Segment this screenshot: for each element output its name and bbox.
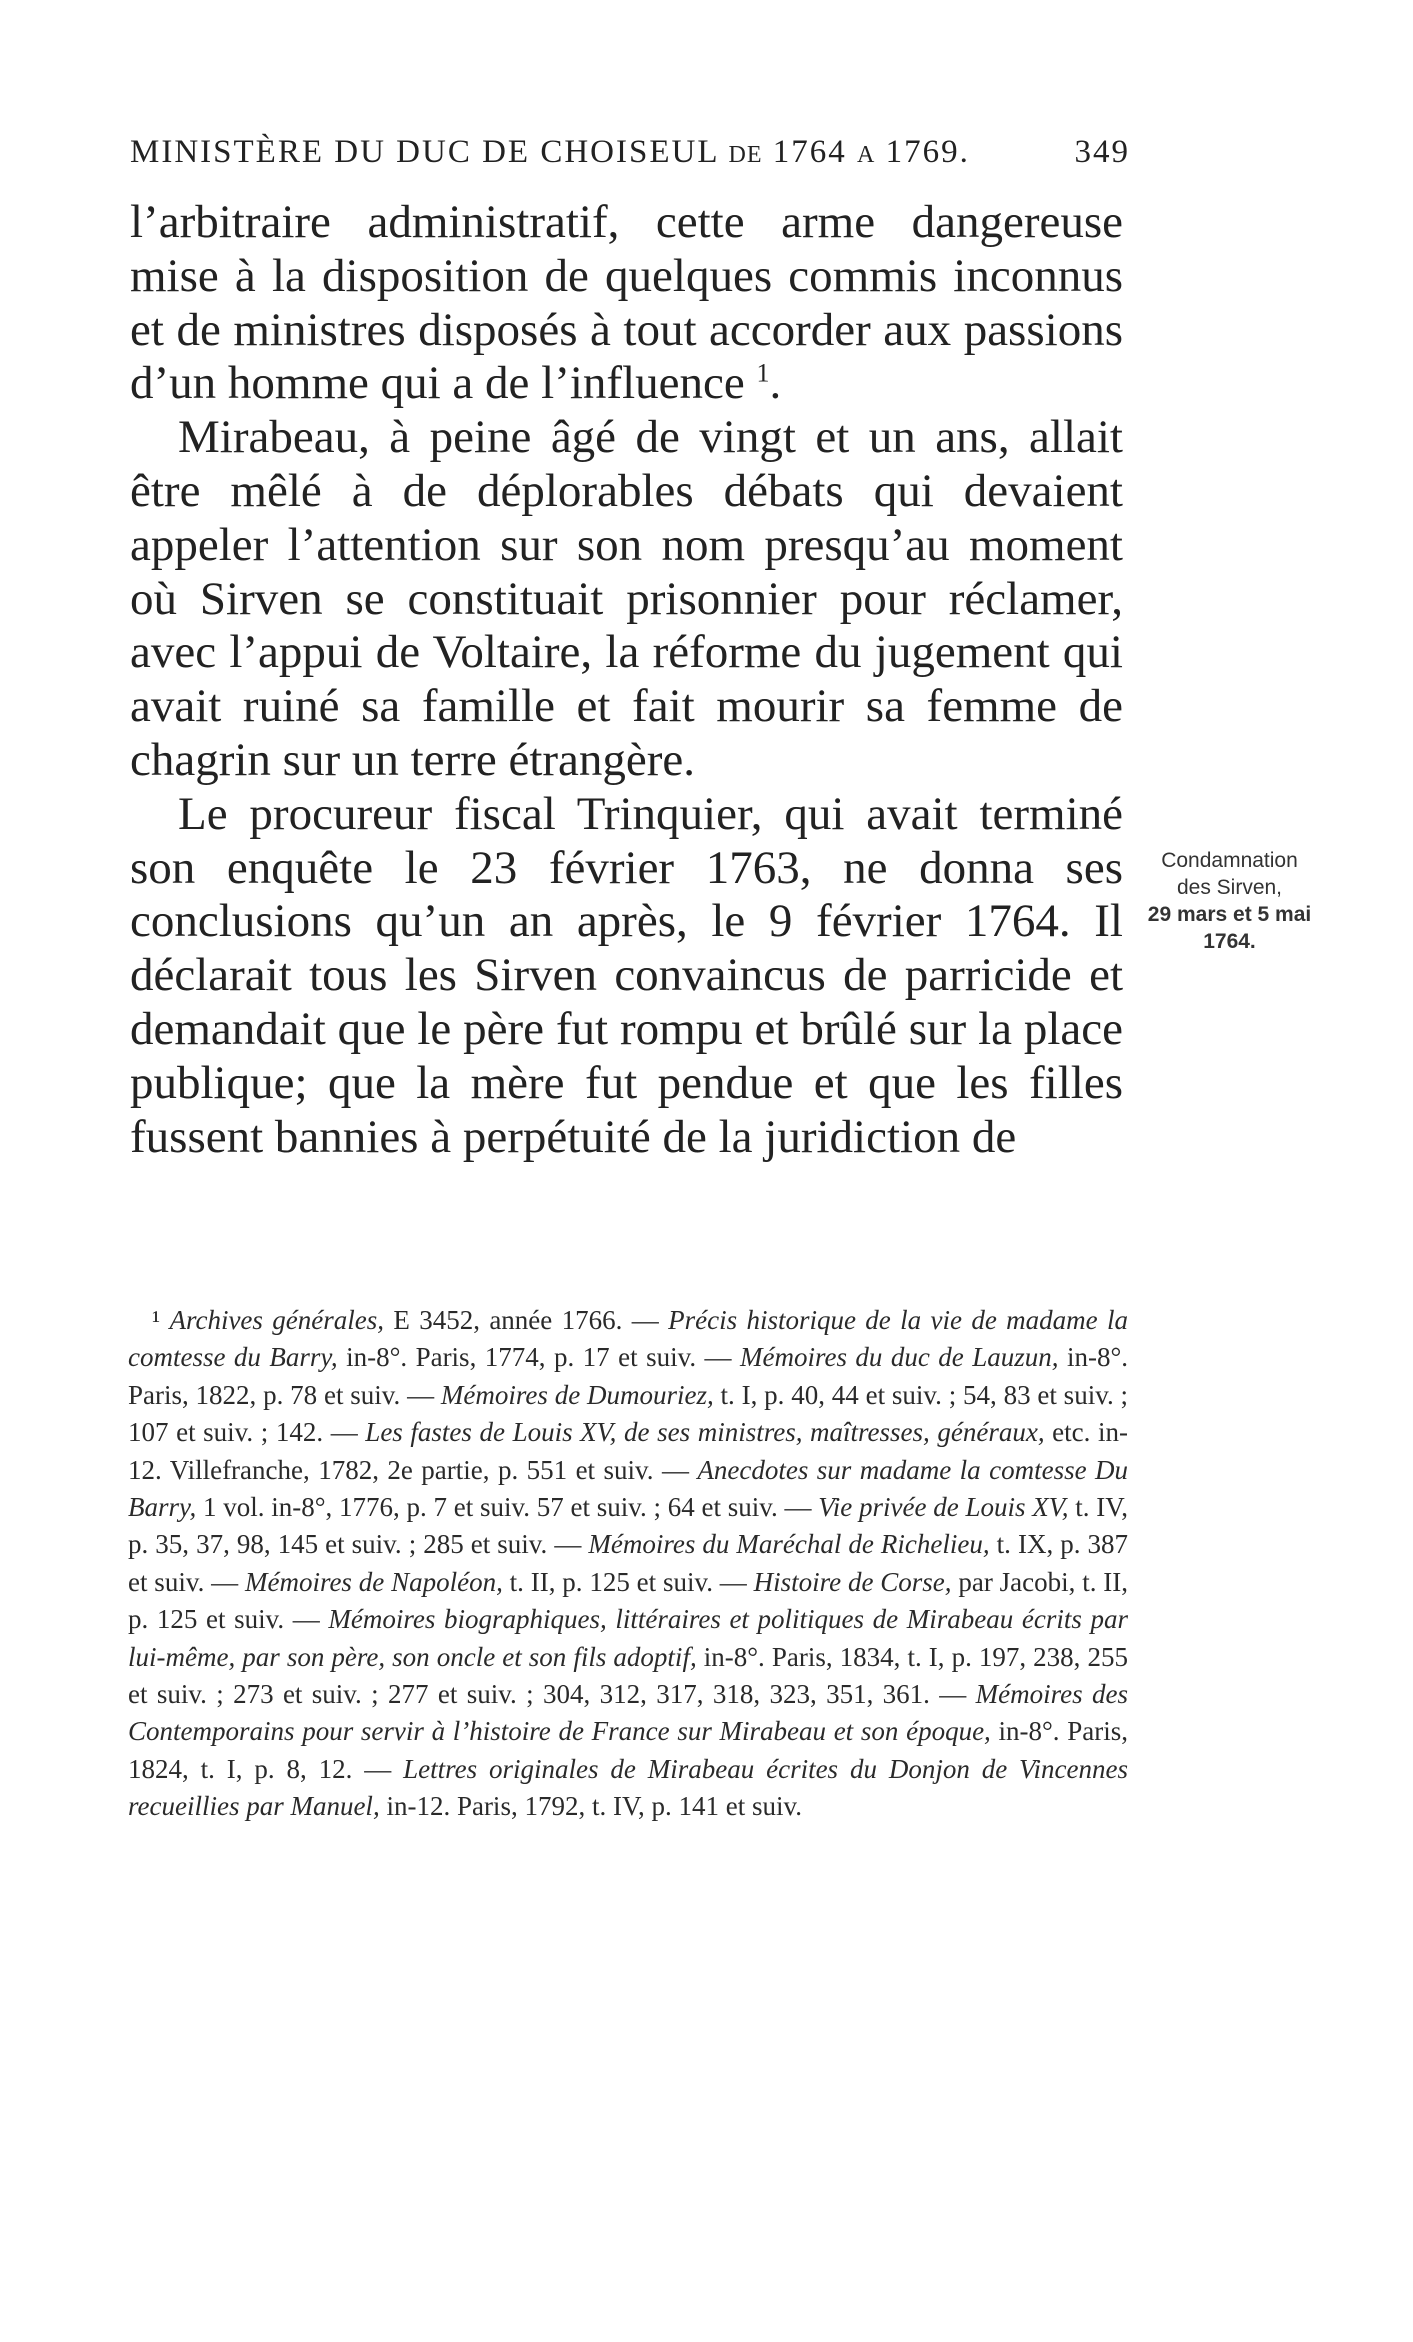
footnote-citation: t. II, p. 125 et suiv. —: [502, 1566, 754, 1597]
footnote-title: Archives générales,: [169, 1305, 385, 1335]
marginal-note-line: 29 mars et 5 mai: [1147, 903, 1312, 926]
footnote-title: Mémoires de Napoléon,: [244, 1566, 503, 1597]
running-title: MINISTÈRE DU DUC DE CHOISEUL: [130, 134, 719, 170]
footnote-citation: t. IV, p. 35, 37, 98, 145 et suiv. ; 285 et suiv. —: [128, 1492, 1128, 1560]
footnote-citation: in-8°. Paris, 1834, t. I, p. 197, 238, 255 et suiv. ; 273 et suiv. ; 277 et suiv. ; 304, 312, 317, 318, 323, 351, 361. —: [128, 1641, 1128, 1710]
footnote-title: Mémoires de Dumouriez,: [440, 1379, 714, 1410]
footnote-title: Les fastes de Louis XV, de ses ministres, maîtresses, généraux,: [365, 1417, 1045, 1448]
footnote-title: Mémoires des Contemporains pour servir à l’histoire de France sur Mirabeau et son époque,: [128, 1679, 1128, 1747]
marginal-note: [1132, 847, 1327, 955]
footnote-title: Mémoires du duc de Lauzun,: [739, 1342, 1059, 1373]
footnote-citation: 1 vol. in-8°, 1776, p. 7 et suiv. 57 et suiv. ; 64 et suiv. —: [196, 1492, 819, 1523]
footnote-citation: par Jacobi, t. II, p. 125 et suiv. —: [128, 1566, 1129, 1635]
running-dates-prefix: DE: [728, 142, 763, 168]
footnote-title: Histoire de Corse,: [753, 1566, 952, 1597]
footnote: [128, 1302, 1128, 1826]
footnote-title: Précis historique de la vie de madame la comtesse du Barry,: [128, 1305, 1129, 1373]
running-year-to: 1769.: [885, 134, 970, 170]
footnote-citation: in-12. Paris, 1792, t. IV, p. 141 et suiv.: [379, 1791, 802, 1822]
marginal-note-line: Condamnation: [1161, 849, 1298, 872]
running-head: [130, 134, 1130, 171]
footnote-title: Lettres originales de Mirabeau écrites du Donjon de Vincennes recueillies par Manuel,: [128, 1753, 1128, 1822]
marginal-note-line: des Sirven,: [1176, 876, 1283, 899]
footnote-marker: ¹: [152, 1305, 161, 1335]
running-dates-mid: A: [857, 142, 876, 168]
footnote-citation: etc. in-12. Villefranche, 1782, 2e partie, p. 551 et suiv. —: [128, 1417, 1128, 1485]
footnote-title: Mémoires du Maréchal de Richelieu,: [588, 1529, 990, 1560]
footnote-citation: in-8°. Paris, 1774, p. 17 et suiv. —: [337, 1342, 740, 1373]
footnote-title: Mémoires biographiques, littéraires et politiques de Mirabeau écrits par lui-même, par son père, son oncle et son fils adoptif,: [128, 1604, 1128, 1672]
paragraph: [130, 196, 1123, 411]
paragraph-tail: .: [769, 357, 782, 410]
page-number: 349: [1074, 134, 1130, 170]
paragraph: Le procureur fiscal Trinquier, qui avait terminé son enquête le 23 février 1763, ne donna ses conclusions qu’un an après, le 9 février 1764. Il déclarait tous les Sirven convaincus de parricide et demandait que le père fut rompu et brûlé sur la place publique; que la mère fut pendue et que les filles fussent bannies à perpétuité de la juridiction de: [130, 787, 1123, 1163]
main-text: [130, 196, 1123, 1164]
footnote-citation: t. IX, p. 387 et suiv. —: [128, 1529, 1129, 1597]
footnote-citation: t. I, p. 40, 44 et suiv. ; 54, 83 et suiv. ; 107 et suiv. ; 142. —: [128, 1379, 1129, 1448]
footnote-reference: 1: [756, 358, 770, 388]
paragraph: Mirabeau, à peine âgé de vingt et un ans, allait être mêlé à de déplorables débats qui devaient appeler l’attention sur son nom presqu’au moment où Sirven se constituait prisonnier pour réclamer, avec l’appui de Voltaire, la réforme du jugement qui avait ruiné sa famille et fait mourir sa femme de chagrin sur un terre étrangère.: [130, 411, 1123, 786]
footnote-citation: in-8°. Paris, 1822, p. 78 et suiv. —: [128, 1342, 1129, 1410]
marginal-note-line: 1764.: [1203, 930, 1256, 953]
paragraph-text: l’arbitraire administratif, cette arme dangereuse mise à la disposition de quelques commis inconnus et de ministres disposés à tout accorder aux passions d’un homme qui a de l’influence: [130, 196, 1123, 410]
footnote-title: Vie privée de Louis XV,: [818, 1492, 1069, 1523]
running-year-from: 1764: [772, 134, 847, 170]
footnotes: [128, 1302, 1128, 1826]
footnote-citation: E 3452, année 1766. —: [384, 1305, 669, 1335]
footnote-title: Anecdotes sur madame la comtesse Du Barry,: [128, 1454, 1128, 1523]
footnote-citation: in-8°. Paris, 1824, t. I, p. 8, 12. —: [128, 1716, 1128, 1784]
